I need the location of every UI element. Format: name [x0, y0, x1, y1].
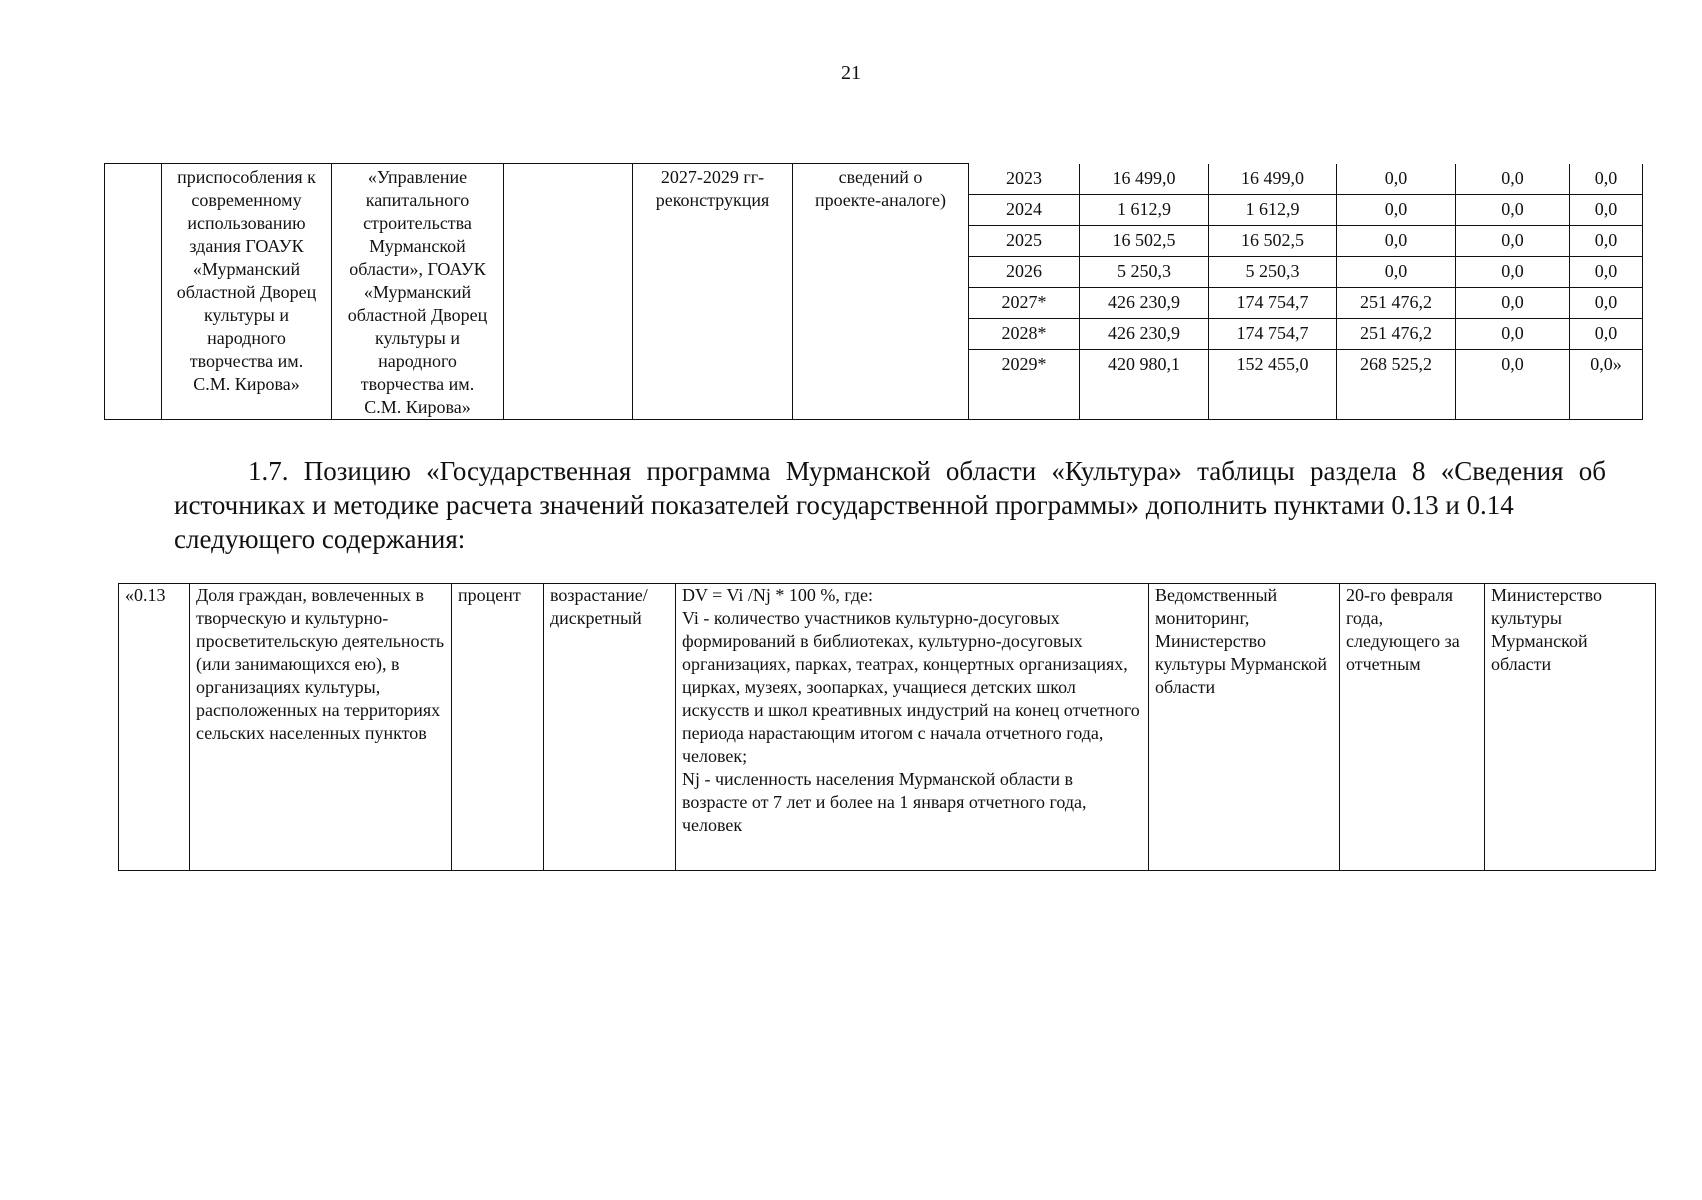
customer-line: области», ГОАУК — [349, 259, 486, 279]
table1-cell-empty-2 — [504, 164, 633, 420]
customer-line: «Управление — [367, 167, 468, 187]
other-sources-cell: 0,0 — [1570, 256, 1643, 287]
object-name-line: С.М. Кирова» — [193, 374, 300, 394]
total-cell: 16 499,0 — [1080, 164, 1209, 195]
other-sources-cell: 0,0» — [1570, 349, 1643, 419]
federal-budget-cell: 0,0 — [1337, 225, 1456, 256]
table1-cost-basis-cell — [793, 164, 969, 420]
total-cell: 1 612,9 — [1080, 194, 1209, 225]
regional-budget-cell: 1 612,9 — [1209, 194, 1337, 225]
object-name-line: творчества им. — [189, 351, 304, 371]
table1-object-name-cell — [162, 164, 332, 420]
other-sources-cell: 0,0 — [1570, 194, 1643, 225]
local-budget-cell: 0,0 — [1456, 256, 1570, 287]
year-cell: 2029* — [969, 349, 1080, 419]
year-cell: 2027* — [969, 287, 1080, 318]
indicator-unit: процент — [452, 584, 544, 871]
object-name-line: приспособления к — [177, 167, 316, 187]
other-sources-cell: 0,0 — [1570, 225, 1643, 256]
federal-budget-cell: 0,0 — [1337, 164, 1456, 195]
total-cell: 426 230,9 — [1080, 318, 1209, 349]
regional-budget-cell: 16 502,5 — [1209, 225, 1337, 256]
indicator-type: возрастание/ дискретный — [544, 584, 676, 871]
indicator-name: Доля граждан, вовлеченных в творческую и культурно-просветительскую деятельность (или занимающихся ею), в организациях культуры, расположенных на территориях сельских населенных пунктов — [190, 584, 452, 871]
federal-budget-cell: 251 476,2 — [1337, 287, 1456, 318]
year-cell: 2023 — [969, 164, 1080, 195]
financing-table — [104, 163, 1643, 420]
formula-head: DV = Vi /Nj * 100 %, где: — [682, 585, 874, 605]
regional-budget-cell: 152 455,0 — [1209, 349, 1337, 419]
customer-line: творчества им. — [360, 374, 475, 394]
indicator-formula — [676, 584, 1149, 871]
local-budget-cell: 0,0 — [1456, 164, 1570, 195]
indicator-deadline: 20-го февраля года, следующего за отчетным — [1340, 584, 1485, 871]
year-cell: 2028* — [969, 318, 1080, 349]
table1-customer-cell — [332, 164, 504, 420]
cost-basis-line: сведений о — [838, 167, 923, 187]
regional-budget-cell: 16 499,0 — [1209, 164, 1337, 195]
total-cell: 426 230,9 — [1080, 287, 1209, 318]
regional-budget-cell: 5 250,3 — [1209, 256, 1337, 287]
local-budget-cell: 0,0 — [1456, 194, 1570, 225]
year-cell: 2025 — [969, 225, 1080, 256]
year-cell: 2026 — [969, 256, 1080, 287]
customer-line: С.М. Кирова» — [364, 397, 471, 417]
amendment-text-end: следующего содержания: — [174, 524, 466, 554]
customer-line: строительства — [363, 213, 472, 233]
indicator-responsible: Министерство культуры Мурманской области — [1485, 584, 1656, 871]
customer-line: капитального — [365, 190, 470, 210]
federal-budget-cell: 251 476,2 — [1337, 318, 1456, 349]
formula-nj: Nj - численность населения Мурманской области в возрасте от 7 лет и более на 1 января отчетного года, человек — [682, 769, 1087, 835]
object-name-line: народного — [207, 328, 286, 348]
customer-line: народного — [378, 351, 457, 371]
other-sources-cell: 0,0 — [1570, 164, 1643, 195]
federal-budget-cell: 0,0 — [1337, 194, 1456, 225]
indicator-source: Ведомственный мониторинг, Министерство культуры Мурманской области — [1149, 584, 1340, 871]
formula-vi: Vi - количество участников культурно-досуговых формирований в библиотеках, культурно-досуговых организациях, парках, театрах, концертных организациях, цирках, музеях, зоопарках, учащиеся детских школ искусств и школ креативных индустрий на конец отчетного периода нарастающим итогом с начала отчетного года, человек; — [682, 608, 1140, 766]
total-cell: 420 980,1 — [1080, 349, 1209, 419]
customer-line: областной Дворец — [347, 305, 488, 325]
customer-line: «Мурманский — [363, 282, 472, 302]
page-number: 21 — [841, 62, 861, 84]
year-cell: 2024 — [969, 194, 1080, 225]
object-name-line: современному — [191, 190, 302, 210]
indicator-table — [118, 583, 1656, 871]
object-name-line: культуры и — [203, 305, 290, 325]
cost-basis-line: проекте-аналоге) — [814, 190, 947, 210]
table1-period-cell — [633, 164, 793, 420]
total-cell: 16 502,5 — [1080, 225, 1209, 256]
amendment-text: 1.7. Позицию «Государственная программа Мурманской области «Культура» таблицы раздела 8 «Сведения об источниках и методике расчета значений показателей государственной программы» дополнить пунктами 0.13 и 0.14 — [174, 456, 1606, 520]
period-line: 2027-2029 гг- — [660, 167, 765, 187]
customer-line: Мурманской — [369, 236, 466, 256]
table1-cell-empty-1 — [105, 164, 162, 420]
customer-line: культуры и — [374, 328, 461, 348]
regional-budget-cell: 174 754,7 — [1209, 287, 1337, 318]
federal-budget-cell: 0,0 — [1337, 256, 1456, 287]
other-sources-cell: 0,0 — [1570, 287, 1643, 318]
period-line: реконструкция — [655, 190, 770, 210]
object-name-line: «Мурманский — [192, 259, 301, 279]
local-budget-cell: 0,0 — [1456, 318, 1570, 349]
other-sources-cell: 0,0 — [1570, 318, 1643, 349]
amendment-paragraph — [174, 454, 1606, 556]
object-name-line: использованию — [187, 213, 306, 233]
local-budget-cell: 0,0 — [1456, 349, 1570, 419]
local-budget-cell: 0,0 — [1456, 287, 1570, 318]
regional-budget-cell: 174 754,7 — [1209, 318, 1337, 349]
object-name-line: здания ГОАУК — [189, 236, 304, 256]
object-name-line: областной Дворец — [176, 282, 317, 302]
total-cell: 5 250,3 — [1080, 256, 1209, 287]
federal-budget-cell: 268 525,2 — [1337, 349, 1456, 419]
local-budget-cell: 0,0 — [1456, 225, 1570, 256]
indicator-number: «0.13 — [119, 584, 190, 871]
